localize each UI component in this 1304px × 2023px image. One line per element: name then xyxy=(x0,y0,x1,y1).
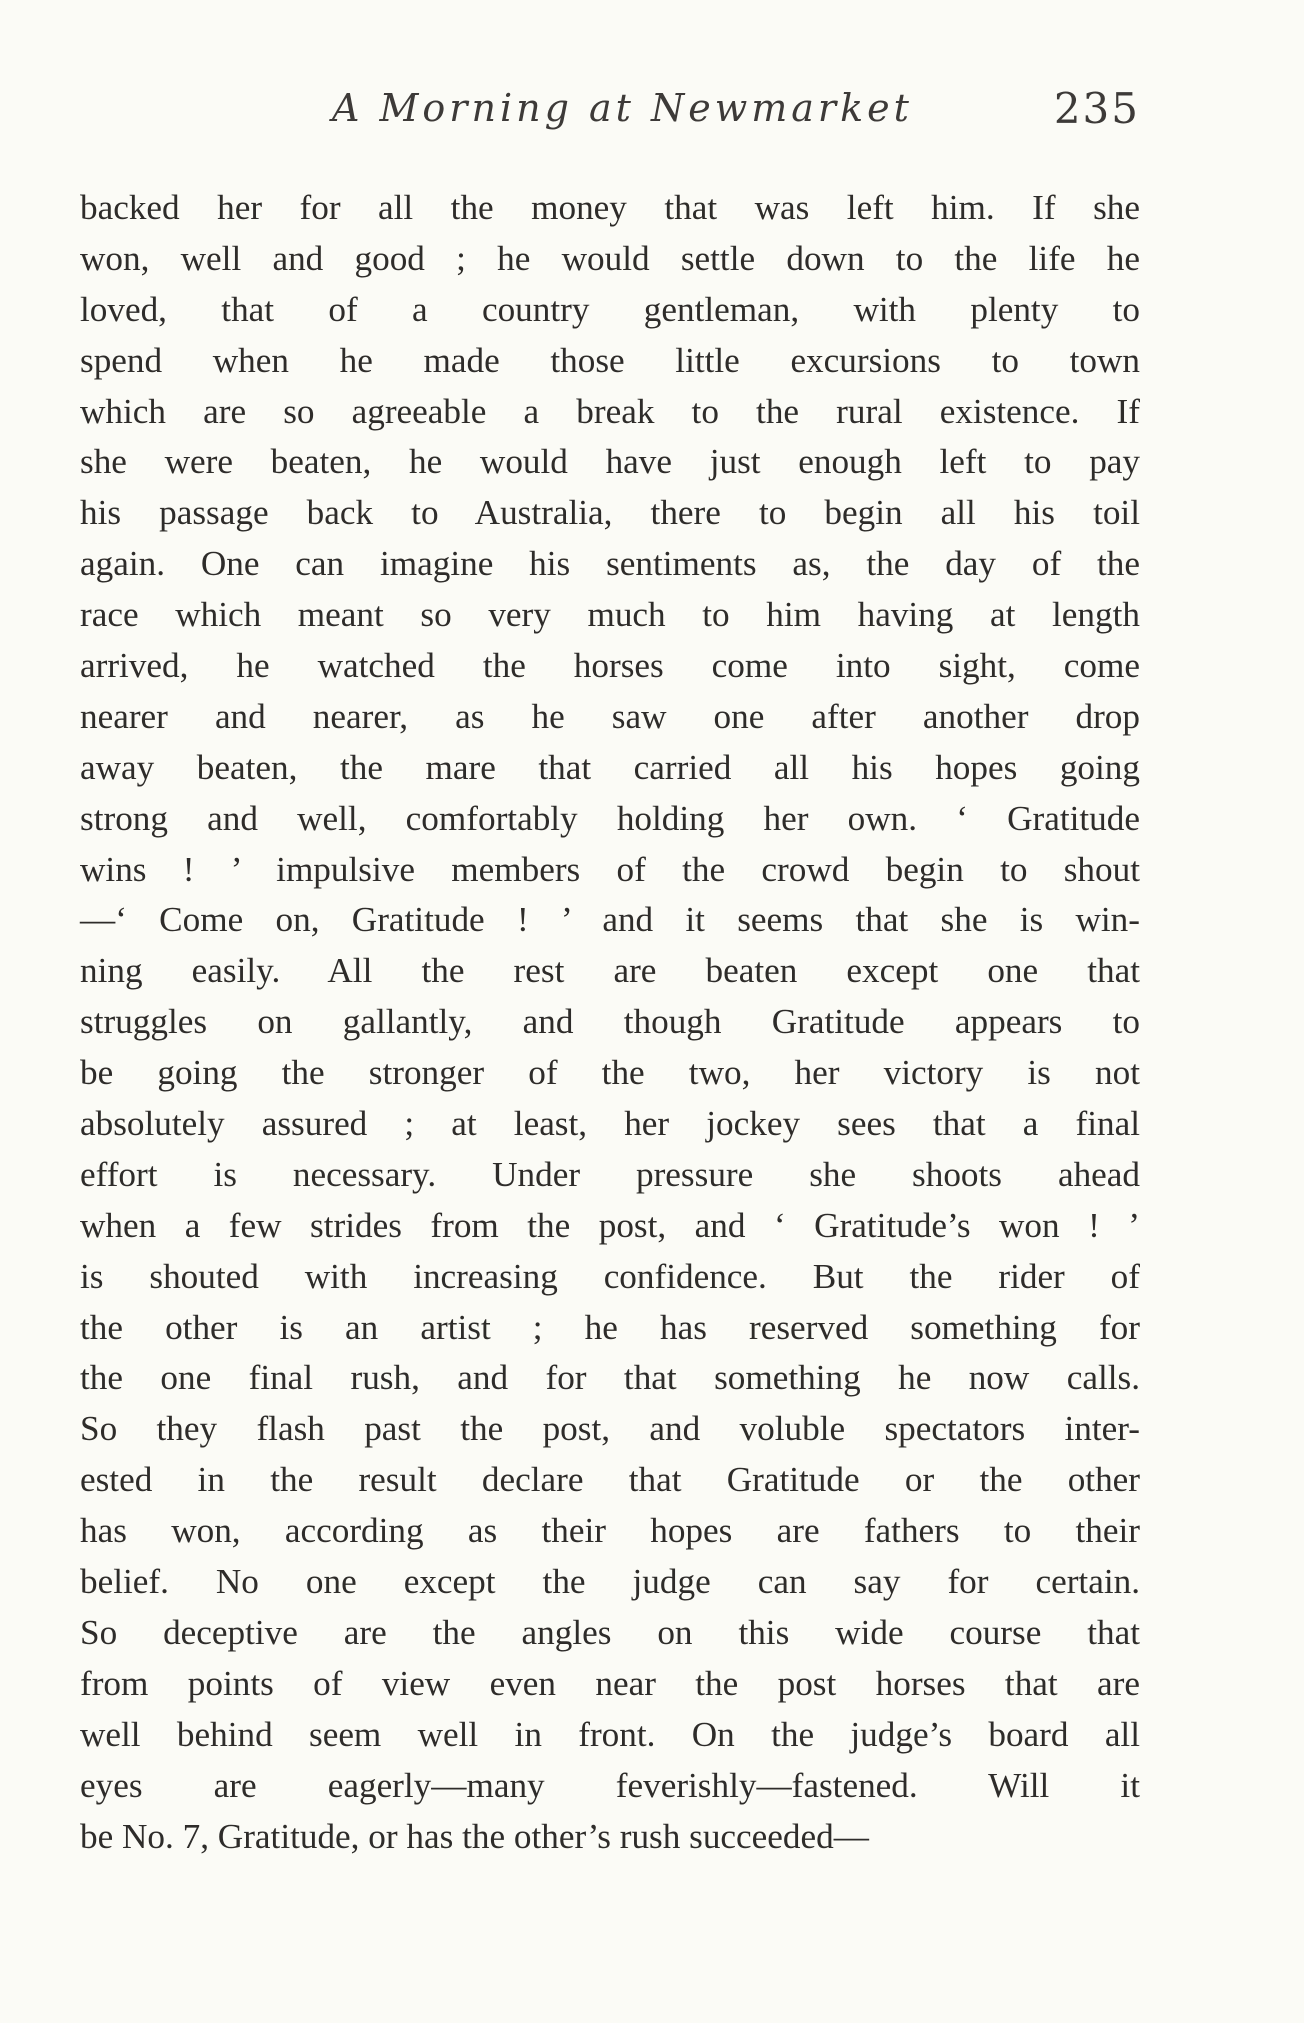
text-line: eyes are eagerly—many feverishly—fastened. Will it xyxy=(80,1765,1140,1805)
text-line: which are so agreeable a break to the rural existence. If xyxy=(80,391,1140,431)
text-line: race which meant so very much to him having at length xyxy=(80,595,1140,635)
text-line: the one final rush, and for that something he now calls. xyxy=(80,1358,1140,1398)
text-line: ning easily. All the rest are beaten except one that xyxy=(80,951,1140,991)
text-line: absolutely assured ; at least, her jockey sees that a final xyxy=(80,1104,1140,1144)
text-line: belief. No one except the judge can say for certain. xyxy=(80,1562,1140,1602)
text-line: So deceptive are the angles on this wide course that xyxy=(80,1612,1140,1652)
text-line: well behind seem well in front. On the judge’s board all xyxy=(80,1714,1140,1754)
text-line: wins ! ’ impulsive members of the crowd begin to shout xyxy=(80,849,1140,889)
text-line: backed her for all the money that was left him. If she xyxy=(80,188,1140,227)
text-line: has won, according as their hopes are fathers to their xyxy=(80,1511,1140,1551)
page-number: 235 xyxy=(1053,84,1140,133)
text-line: loved, that of a country gentleman, with plenty to xyxy=(80,289,1140,329)
text-line: again. One can imagine his sentiments as, the day of the xyxy=(80,544,1140,584)
text-line: So they flash past the post, and voluble spectators inter- xyxy=(80,1409,1140,1449)
text-line: she were beaten, he would have just enough left to pay xyxy=(80,442,1140,482)
text-line: away beaten, the mare that carried all his hopes going xyxy=(80,747,1140,787)
text-line: won, well and good ; he would settle down to the life he xyxy=(80,238,1140,278)
text-line: be No. 7, Gratitude, or has the other’s rush succeeded— xyxy=(80,1816,869,1856)
text-line: arrived, he watched the horses come into sight, come xyxy=(80,646,1140,686)
running-title: A Morning at Newmarket xyxy=(332,86,913,130)
text-line: when a few strides from the post, and ‘ Gratitude’s won ! ’ xyxy=(80,1205,1140,1245)
text-line: struggles on gallantly, and though Gratitude appears to xyxy=(80,1002,1140,1042)
text-line: nearer and nearer, as he saw one after another drop xyxy=(80,696,1140,736)
text-line: is shouted with increasing confidence. But the rider of xyxy=(80,1256,1140,1296)
text-line: from points of view even near the post horses that are xyxy=(80,1663,1140,1703)
text-line: his passage back to Australia, there to begin all his toil xyxy=(80,493,1140,533)
body-text xyxy=(80,183,1140,1862)
text-line: the other is an artist ; he has reserved something for xyxy=(80,1307,1140,1347)
text-line: strong and well, comfortably holding her own. ‘ Gratitude xyxy=(80,798,1140,838)
text-line: be going the stronger of the two, her victory is not xyxy=(80,1053,1140,1093)
text-line: effort is necessary. Under pressure she shoots ahead xyxy=(80,1154,1140,1194)
running-head xyxy=(80,86,1140,136)
text-line: spend when he made those little excursions to town xyxy=(80,340,1140,380)
text-line: —‘ Come on, Gratitude ! ’ and it seems that she is win- xyxy=(80,900,1140,940)
text-line: ested in the result declare that Gratitude or the other xyxy=(80,1460,1140,1500)
